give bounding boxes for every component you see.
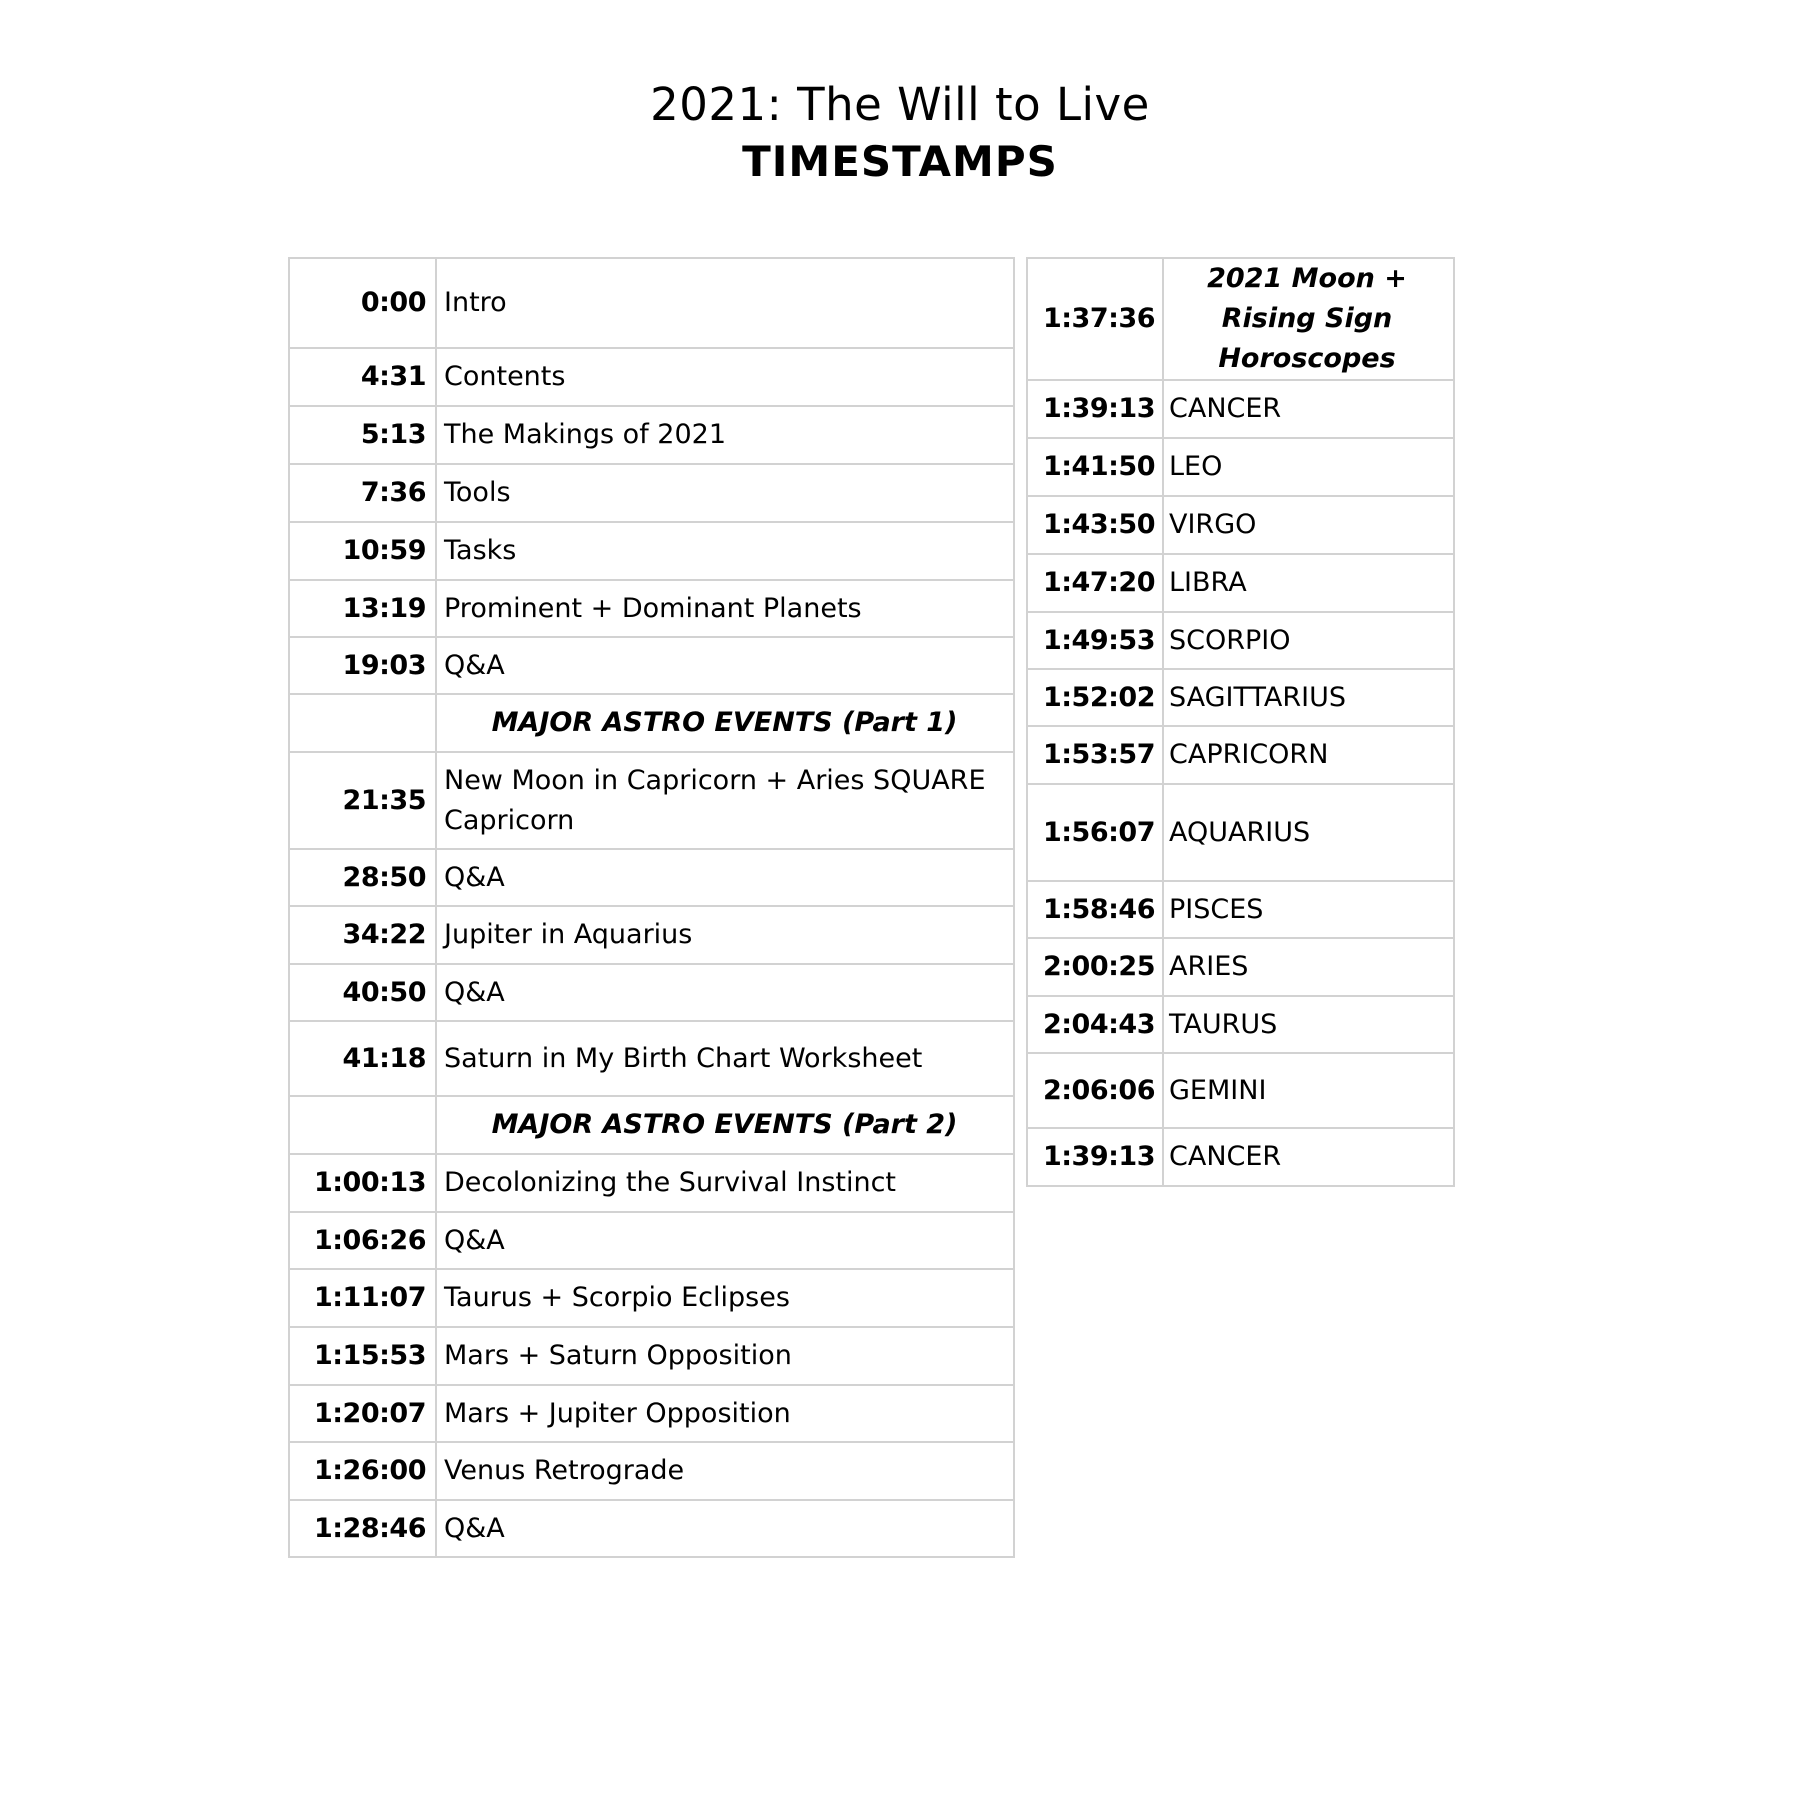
document-title: 2021: The Will to Live xyxy=(650,78,1150,131)
table-row xyxy=(289,1212,1014,1269)
timestamp-cell: 1:53:57 xyxy=(1027,726,1163,784)
table-row xyxy=(1027,612,1454,669)
table-row xyxy=(289,348,1014,406)
timestamp-cell: 13:19 xyxy=(289,580,436,637)
timestamp-cell: 1:47:20 xyxy=(1027,554,1163,612)
table-row xyxy=(289,258,1014,348)
timestamp-cell: 40:50 xyxy=(289,964,436,1021)
table-row xyxy=(289,964,1014,1021)
timestamp-cell: 5:13 xyxy=(289,406,436,464)
timestamp-cell: 19:03 xyxy=(289,637,436,694)
topic-cell: CAPRICORN xyxy=(1163,726,1454,784)
topic-cell: VIRGO xyxy=(1163,496,1454,554)
timestamp-cell: 1:41:50 xyxy=(1027,438,1163,496)
topic-cell: Tasks xyxy=(436,522,1014,580)
topic-cell: Contents xyxy=(436,348,1014,406)
table-row xyxy=(289,637,1014,694)
timestamp-cell: 28:50 xyxy=(289,849,436,906)
timestamp-cell: 34:22 xyxy=(289,906,436,964)
timestamps-table-right xyxy=(1026,257,1455,1187)
timestamp-cell: 1:28:46 xyxy=(289,1500,436,1557)
section-heading-cell: 2021 Moon + Rising Sign Horoscopes xyxy=(1163,258,1454,380)
topic-cell: LIBRA xyxy=(1163,554,1454,612)
table-row xyxy=(1027,881,1454,938)
timestamp-cell: 1:20:07 xyxy=(289,1385,436,1442)
section-row xyxy=(289,694,1014,752)
table-row xyxy=(289,752,1014,849)
table-row xyxy=(1027,938,1454,996)
table-row xyxy=(289,406,1014,464)
topic-cell: New Moon in Capricorn + Aries SQUARE Capricorn xyxy=(436,752,1014,849)
timestamp-cell: 1:58:46 xyxy=(1027,881,1163,938)
timestamp-cell: 1:52:02 xyxy=(1027,669,1163,726)
table-row xyxy=(289,1154,1014,1212)
table-row xyxy=(289,1500,1014,1557)
timestamp-cell: 0:00 xyxy=(289,258,436,348)
topic-cell: LEO xyxy=(1163,438,1454,496)
topic-cell: TAURUS xyxy=(1163,996,1454,1053)
timestamp-cell: 2:00:25 xyxy=(1027,938,1163,996)
topic-cell: Q&A xyxy=(436,637,1014,694)
timestamp-cell: 1:49:53 xyxy=(1027,612,1163,669)
timestamp-cell: 41:18 xyxy=(289,1021,436,1096)
timestamp-cell: 2:04:43 xyxy=(1027,996,1163,1053)
topic-cell: CANCER xyxy=(1163,1128,1454,1186)
topic-cell: Jupiter in Aquarius xyxy=(436,906,1014,964)
timestamp-cell: 4:31 xyxy=(289,348,436,406)
table-row xyxy=(1027,496,1454,554)
topic-cell: PISCES xyxy=(1163,881,1454,938)
topic-cell: CANCER xyxy=(1163,380,1454,438)
topic-cell: GEMINI xyxy=(1163,1053,1454,1128)
timestamp-cell xyxy=(289,694,436,752)
table-row xyxy=(1027,1128,1454,1186)
timestamp-cell: 1:56:07 xyxy=(1027,784,1163,881)
table-row xyxy=(1027,726,1454,784)
topic-cell: Intro xyxy=(436,258,1014,348)
timestamp-cell: 2:06:06 xyxy=(1027,1053,1163,1128)
topic-cell: Prominent + Dominant Planets xyxy=(436,580,1014,637)
topic-cell: Q&A xyxy=(436,1212,1014,1269)
topic-cell: Q&A xyxy=(436,849,1014,906)
topic-cell: Tools xyxy=(436,464,1014,522)
section-row xyxy=(1027,258,1454,380)
topic-cell: The Makings of 2021 xyxy=(436,406,1014,464)
timestamp-cell: 1:39:13 xyxy=(1027,380,1163,438)
topic-cell: SCORPIO xyxy=(1163,612,1454,669)
table-row xyxy=(1027,669,1454,726)
topic-cell: Mars + Jupiter Opposition xyxy=(436,1385,1014,1442)
table-row xyxy=(289,522,1014,580)
document-subtitle: TIMESTAMPS xyxy=(742,137,1058,186)
table-row xyxy=(289,849,1014,906)
section-heading-cell: MAJOR ASTRO EVENTS (Part 2) xyxy=(436,1096,1014,1154)
timestamp-cell: 1:00:13 xyxy=(289,1154,436,1212)
table-row xyxy=(289,464,1014,522)
table-row xyxy=(1027,1053,1454,1128)
topic-cell: Decolonizing the Survival Instinct xyxy=(436,1154,1014,1212)
section-row xyxy=(289,1096,1014,1154)
timestamp-cell: 1:11:07 xyxy=(289,1269,436,1327)
topic-cell: SAGITTARIUS xyxy=(1163,669,1454,726)
timestamp-cell: 1:43:50 xyxy=(1027,496,1163,554)
table-row xyxy=(1027,438,1454,496)
table-row xyxy=(1027,996,1454,1053)
timestamp-cell xyxy=(289,1096,436,1154)
timestamp-cell: 10:59 xyxy=(289,522,436,580)
table-row xyxy=(289,906,1014,964)
timestamps-table-left xyxy=(288,257,1015,1558)
table-row xyxy=(289,1021,1014,1096)
timestamp-cell: 1:39:13 xyxy=(1027,1128,1163,1186)
section-heading-cell: MAJOR ASTRO EVENTS (Part 1) xyxy=(436,694,1014,752)
table-row xyxy=(1027,554,1454,612)
timestamp-cell: 21:35 xyxy=(289,752,436,849)
timestamp-cell: 1:06:26 xyxy=(289,1212,436,1269)
topic-cell: ARIES xyxy=(1163,938,1454,996)
timestamp-cell: 7:36 xyxy=(289,464,436,522)
table-row xyxy=(289,1327,1014,1385)
topic-cell: AQUARIUS xyxy=(1163,784,1454,881)
topic-cell: Q&A xyxy=(436,1500,1014,1557)
topic-cell: Saturn in My Birth Chart Worksheet xyxy=(436,1021,1014,1096)
topic-cell: Taurus + Scorpio Eclipses xyxy=(436,1269,1014,1327)
topic-cell: Q&A xyxy=(436,964,1014,1021)
timestamp-cell: 1:15:53 xyxy=(289,1327,436,1385)
table-row xyxy=(289,1385,1014,1442)
timestamp-cell: 1:37:36 xyxy=(1027,258,1163,380)
table-row xyxy=(1027,784,1454,881)
table-row xyxy=(289,1442,1014,1500)
topic-cell: Venus Retrograde xyxy=(436,1442,1014,1500)
topic-cell: Mars + Saturn Opposition xyxy=(436,1327,1014,1385)
timestamp-cell: 1:26:00 xyxy=(289,1442,436,1500)
table-row xyxy=(289,580,1014,637)
table-row xyxy=(289,1269,1014,1327)
table-row xyxy=(1027,380,1454,438)
